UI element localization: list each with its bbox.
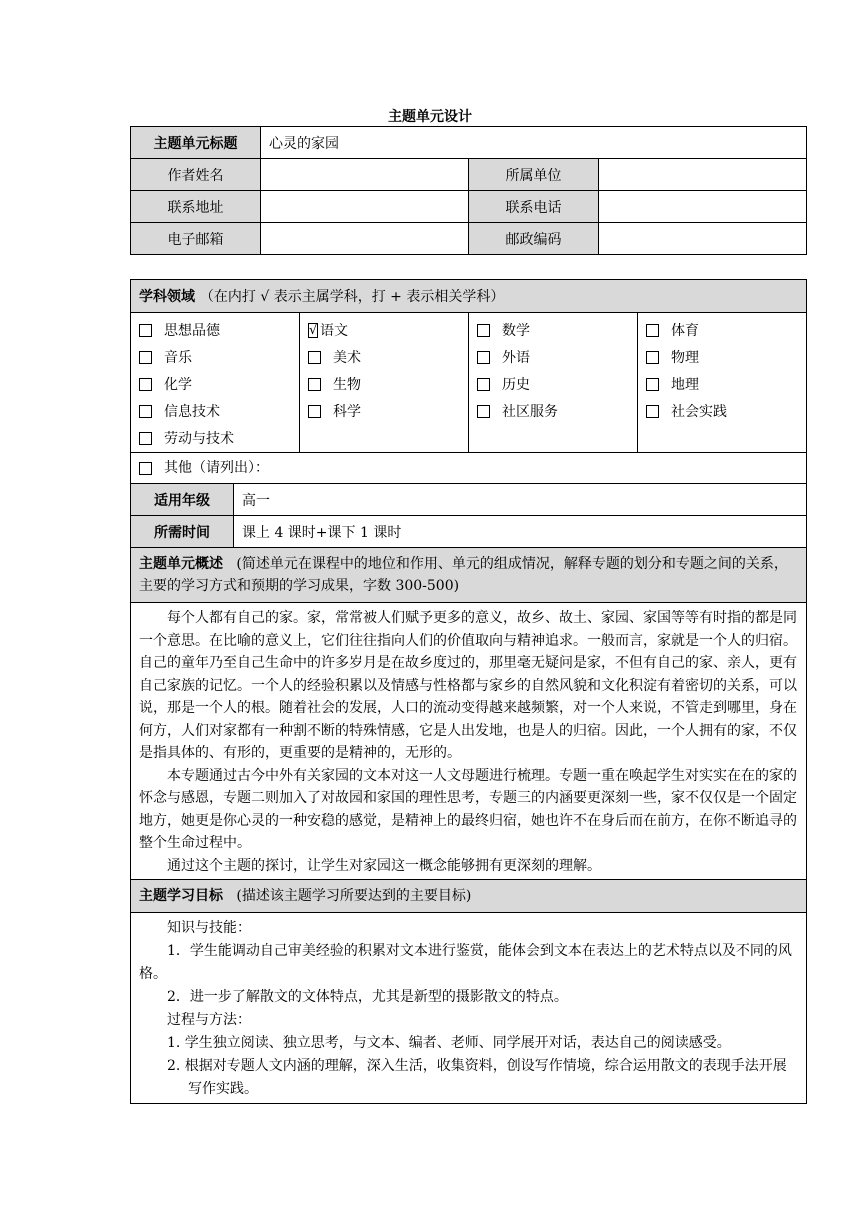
checkbox[interactable]	[477, 351, 490, 364]
subject-name: 美术	[333, 349, 361, 366]
subject-column-1	[131, 313, 300, 453]
author-value[interactable]	[261, 159, 469, 191]
checkbox[interactable]	[646, 378, 659, 391]
subject-item[interactable]	[646, 344, 798, 371]
address-value[interactable]	[261, 191, 469, 223]
subject-item[interactable]	[139, 425, 291, 452]
phone-value[interactable]	[599, 191, 807, 223]
subject-name: 数学	[502, 322, 530, 339]
checkbox[interactable]	[139, 432, 152, 445]
checkbox[interactable]	[139, 324, 152, 337]
overview-note: (简述单元在课程中的地位和作用、单元的组成情况，解释专题的划分和专题之间的关系，主要的学习方式和预期的学习成果，字数 300-500)	[139, 556, 788, 594]
address-label: 联系地址	[131, 191, 261, 223]
subject-header-row	[131, 280, 807, 313]
topic-label: 主题单元标题	[131, 127, 261, 159]
overview-body-row	[131, 603, 807, 880]
subject-grid-row	[131, 313, 807, 453]
email-label: 电子邮箱	[131, 223, 261, 255]
author-label: 作者姓名	[131, 159, 261, 191]
subject-column-2	[300, 313, 469, 453]
topic-row	[131, 127, 807, 159]
checkbox[interactable]	[477, 378, 490, 391]
email-row	[131, 223, 807, 255]
subject-header-note: （在内打 √ 表示主属学科，打 + 表示相关学科）	[199, 289, 505, 305]
subject-name: 社会实践	[671, 403, 727, 420]
subject-item[interactable]	[139, 344, 291, 371]
subject-name: 生物	[333, 376, 361, 393]
overview-paragraph-1: 每个人都有自己的家。家，常常被人们赋予更多的意义，故乡、故土、家园、家国等等有时指的都是同一个意思。在比喻的意义上，它们往往指向人们的价值取向与精神追求。一般而言，家就是一个人的归宿。自己的童年乃至自己生命中的许多岁月是在故乡度过的，那里毫无疑问是家，不但有自己的家、亲人，更有自己家族的记忆。一个人的经验积累以及情感与性格都与家乡的自然风貌和文化积淀有着密切的关系，可以说，那是一个人的根。随着社会的发展，人口的流动变得越来越频繁，对一个人来说，不管走到哪里，身在何方，人们对家都有一种割不断的特殊情感，它是人出发地，也是人的归宿。因此，一个人拥有的家，不仅是指具体的、有形的，更重要的是精神的，无形的。	[139, 610, 797, 761]
subject-name: 体育	[671, 322, 699, 339]
unit-value[interactable]	[599, 159, 807, 191]
address-row	[131, 191, 807, 223]
overview-body	[131, 603, 807, 880]
goals-header-row	[131, 880, 807, 913]
subject-name: 历史	[502, 376, 530, 393]
goals-section-1-item-2: 2．进一步了解散文的文体特点，尤其是新型的摄影散文的特点。	[167, 989, 568, 1005]
checkbox[interactable]	[308, 405, 321, 418]
postcode-value[interactable]	[599, 223, 807, 255]
subject-item[interactable]	[308, 371, 460, 398]
subject-name: 语文	[320, 322, 348, 339]
topic-value[interactable]: 心灵的家园	[261, 127, 807, 159]
subject-item[interactable]	[308, 344, 460, 371]
unit-label: 所属单位	[469, 159, 599, 191]
goals-section-2-title: 过程与方法：	[167, 1012, 251, 1028]
time-label: 所需时间	[131, 516, 234, 548]
grade-label: 适用年级	[131, 484, 234, 516]
checkbox[interactable]	[646, 351, 659, 364]
goals-section-2-item-2: 2. 根据对专题人文内涵的理解，深入生活，收集资料，创设写作情境，综合运用散文的表现手法开展写作实践。	[167, 1058, 787, 1097]
time-value[interactable]: 课上 4 课时+课下 1 课时	[234, 516, 807, 548]
subject-name: 物理	[671, 349, 699, 366]
checkbox[interactable]	[139, 462, 152, 475]
goals-note: (描述该主题学习所要达到的主要目标)	[236, 888, 472, 904]
subject-name: 信息技术	[164, 403, 220, 420]
goals-body	[131, 913, 807, 1104]
phone-label: 联系电话	[469, 191, 599, 223]
checkbox[interactable]	[139, 378, 152, 391]
subject-item[interactable]	[477, 371, 629, 398]
subject-table	[130, 279, 807, 1104]
goals-section-2-item-1: 1. 学生独立阅读、独立思考，与文本、编者、老师、同学展开对话，表达自己的阅读感受。	[167, 1035, 731, 1051]
subject-name: 化学	[164, 376, 192, 393]
subject-item[interactable]	[477, 317, 629, 344]
subject-item[interactable]	[139, 398, 291, 425]
subject-name: 科学	[333, 403, 361, 420]
postcode-label: 邮政编码	[469, 223, 599, 255]
info-table	[130, 126, 807, 255]
goals-body-row	[131, 913, 807, 1104]
subject-header	[131, 280, 807, 313]
checkbox[interactable]	[308, 351, 321, 364]
subject-item[interactable]	[308, 398, 460, 425]
document-title: 主题单元设计	[388, 109, 472, 125]
checkbox[interactable]	[477, 405, 490, 418]
overview-header-row	[131, 548, 807, 603]
subject-name: 劳动与技术	[164, 430, 234, 447]
subject-item[interactable]	[646, 317, 798, 344]
subject-item[interactable]	[139, 371, 291, 398]
goals-section-1-title: 知识与技能：	[167, 920, 251, 936]
overview-paragraph-3: 通过这个主题的探讨，让学生对家园这一概念能够拥有更深刻的理解。	[167, 857, 601, 874]
subject-item[interactable]	[646, 398, 798, 425]
checkbox-checked[interactable]: √	[309, 323, 318, 338]
subject-name: 社区服务	[502, 403, 558, 420]
email-value[interactable]	[261, 223, 469, 255]
subject-item-chinese[interactable]	[308, 317, 460, 344]
subject-header-label: 学科领域	[139, 289, 195, 305]
checkbox[interactable]	[646, 324, 659, 337]
subject-name: 思想品德	[164, 322, 220, 339]
overview-label: 主题单元概述	[139, 556, 223, 572]
grade-row	[131, 484, 807, 516]
goals-header	[131, 880, 807, 913]
goals-label: 主题学习目标	[139, 888, 223, 904]
other-subject-label: 其他（请列出）：	[164, 460, 269, 476]
goals-section-1-item-1: 1．学生能调动自己审美经验的积累对文本进行鉴赏，能体会到文本在表达上的艺术特点以及不同的风格。	[139, 943, 792, 982]
subject-column-4	[638, 313, 807, 453]
subject-item[interactable]	[139, 317, 291, 344]
overview-paragraph-2: 本专题通过古今中外有关家园的文本对这一人文母题进行梳理。专题一重在唤起学生对实实在在的家的怀念与感恩，专题二则加入了对故园和家国的理性思考，专题三的内涵要更深刻一些，家不仅仅是一个固定地方，她更是你心灵的一种安稳的感觉，是精神上的最终归宿，她也许不在身后而在前方，在你不断追寻的整个生命过程中。	[139, 767, 797, 851]
subject-item[interactable]	[646, 371, 798, 398]
other-subject-row	[131, 453, 807, 484]
subject-name: 外语	[502, 349, 530, 366]
checkbox[interactable]	[308, 378, 321, 391]
subject-column-3	[469, 313, 638, 453]
grade-value[interactable]: 高一	[234, 484, 807, 516]
other-subject-item[interactable]	[139, 455, 798, 482]
checkbox[interactable]	[139, 351, 152, 364]
subject-item[interactable]	[477, 344, 629, 371]
time-row	[131, 516, 807, 548]
subject-name: 地理	[671, 376, 699, 393]
overview-header	[131, 548, 807, 603]
checkbox[interactable]	[139, 405, 152, 418]
author-row	[131, 159, 807, 191]
other-subject-cell	[131, 453, 807, 484]
subject-name: 音乐	[164, 349, 192, 366]
checkbox[interactable]	[477, 324, 490, 337]
subject-item[interactable]	[477, 398, 629, 425]
checkbox[interactable]	[646, 405, 659, 418]
